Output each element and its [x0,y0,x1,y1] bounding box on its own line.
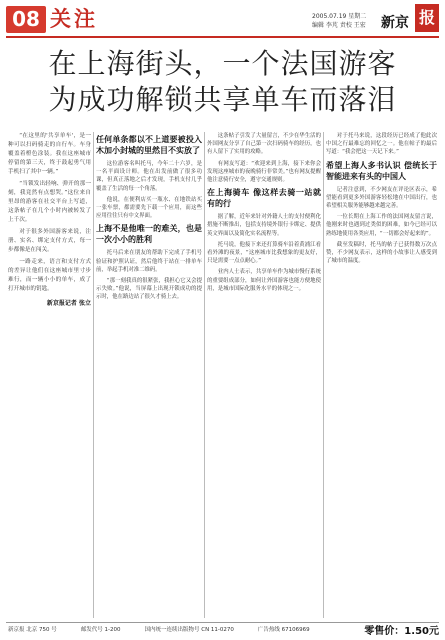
body-paragraph: 业内人士表示，共享单车作为城市慢行系统的重要组成部分，如何让外国游客也能方便地使用，是城市国际化服务水平的体现之一。 [207,269,321,292]
subheading: 上海不是他唯一的难关，也是一次小小的胜利 [96,224,202,245]
subheading: 希望上海人多书认识 偿统长于智能进来有头的中国人 [326,160,437,181]
intro-paragraph: 对于很多外国游客来说，注册、实名、绑定支付方式，每一步都像是在闯关。 [8,229,91,253]
column-divider [93,132,94,618]
column-2 [96,132,202,620]
page-number: 08 [6,6,46,33]
column-divider [323,132,324,618]
body-paragraph: 他说，在便利店买一瓶水、在地铁站买一张车票，都需要先下载一个应用，而这些应用往往只有中文界面。 [96,196,202,220]
intro-paragraph: “当锁发出轻响、弹开的那一刻，我竟然有点想哭。”这位来自里昂的游客在社交平台上写道，这条帖子在几个小时内被转发了上千次。 [8,181,91,223]
headline-line-1: 在上海街头，一个法国游客 [48,47,397,80]
body-paragraph: 一位长期在上海工作的法国网友留言说，他刚来时也遇到过类似的困难，如今已经可以熟练地使用各类应用，“一切都会好起来的”。 [326,214,437,237]
footer-ad-hotline: 广告热线 67106969 [257,627,310,633]
body-paragraph: 截至发稿时，托马的帖子已获得数万次点赞，不少网友表示，这样的小故事让人感受到了城市的温度。 [326,241,437,265]
intro-paragraph: “在这里的'共享单车'，是一种可以扫码骑走的自行车。车身覆盖着橙色涂装。我在这座城市停留的第三天，终于鼓起勇气用手机扫了其中一辆。” [8,133,91,175]
footer-serial-number: 国内统一连续出版物号 CN 11-0270 [144,627,234,633]
column-4 [326,132,437,620]
section-title: 关注 [50,7,98,31]
edition-meta [312,12,366,30]
price-label: 零售价：1.50元 [364,626,439,637]
logo-wordmark: 新京 [381,15,409,31]
edition-date: 2005.07.19 星期二 [312,13,367,20]
column-divider [204,132,205,618]
column-1 [8,132,91,620]
editor-credit: 编辑 李芃 责校 王宏 [312,22,366,29]
body-paragraph: 这条帖子引发了大量留言，不少在华生活的外国网友分享了自己第一次扫码骑车的经历，也有人留下了实用的攻略。 [207,133,321,156]
header-divider [6,36,439,38]
intro-paragraph: 一路走来，语言和支付方式的差异让他们在这座城市里寸步难行，而一辆小小的单车，成了打开城市的钥匙。 [8,259,91,292]
footer-registration: 新京报 北京 750 号 [8,627,57,633]
newspaper-logo [381,4,439,34]
main-headline [0,46,445,118]
body-paragraph: “那一刻我真的很紧张，我担心它又会提示失败。”他说，当屏幕上出现开锁成功的提示时，他在路边站了很久才骑上去。 [96,278,202,301]
body-paragraph: 记者注意到，不少网友在评论区表示，希望能看到更多外国游客轻松地在中国出行，也希望相关服务能够越来越完善。 [326,186,437,210]
byline: 新京报记者 张立 [46,300,91,307]
footer-postal-code: 邮发代号 1-200 [80,627,121,633]
body-paragraph: 托马说，他接下来还打算骑车沿着黄浦江看看外滩的夜景，“这座城市比我想象的更友好，只是需要一点点耐心。” [207,241,321,265]
subheading: 任何单条都以不上道要被投入木加小封城的里然目不实放了 [96,135,202,155]
logo-stamp: 报 [415,4,439,32]
body-paragraph: 据了解，近年来针对外籍人士的支付便利化措施不断推出，包括支持境外银行卡绑定、提供英文界面以及简化实名流程等。 [207,214,321,237]
headline-line-2: 为成功解锁共享单车而落泪 [48,83,397,116]
body-paragraph: 托马后来在朋友的帮助下完成了手机号验证和护照认证，然后他终于站在一排单车前，举起手机对准二维码。 [96,250,202,273]
column-3 [207,132,321,620]
body-paragraph: 这位游客名叫托马，今年二十六岁，是一名平面设计师。他在出发前做了很多功课，但真正落地之后才发现，手机支付几乎覆盖了生活的每一个角落。 [96,161,202,192]
body-paragraph: 对于托马来说，这段经历已经成了他此次中国之行最难忘的回忆之一。他在帖子的最后写道：“我会把这一天记下来。” [326,133,437,156]
body-paragraph: 有网友写道：“欢迎来到上海，接下来你会发现这座城市的夜晚骑行非常美。”也有网友提醒他注意骑行安全，遵守交通规则。 [207,160,321,184]
subheading: 在上海骑车 像这样去骑一站就有的行 [207,188,321,209]
